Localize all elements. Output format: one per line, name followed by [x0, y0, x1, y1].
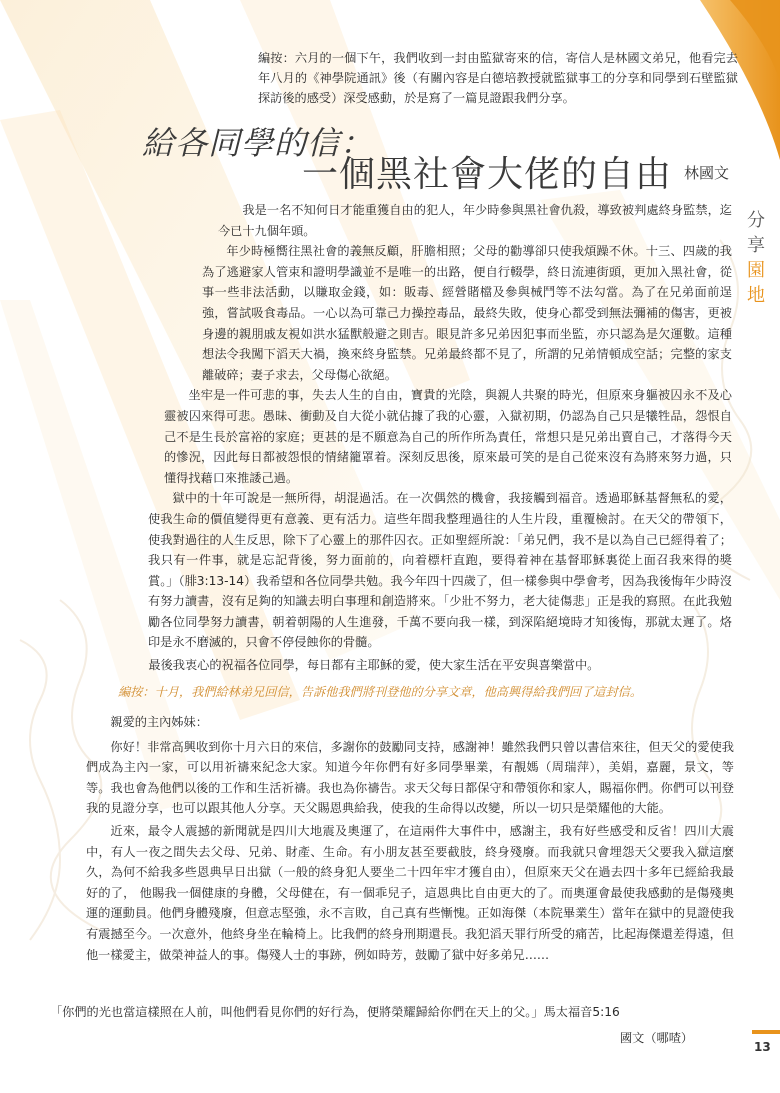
section-label-char: 地	[747, 285, 765, 306]
reply-letter	[86, 712, 734, 967]
letter-body	[148, 200, 732, 676]
letter-paragraph: 坐牢是一件可悲的事，失去人生的自由，寶貴的光陰，與親人共聚的時光，但原來身軀被囚永不及心靈被囚來得可悲。愚昧、衝動及自大從小就佔據了我的心靈，入獄初期，仍認為自己只是犧牲品，怨恨自己不是生長於富裕的家庭；更甚的是不願意為自己的所作所為責任，常想只是兄弟出賣自己，才落得今天的慘況，因此每日都被怨恨的情緒籠罩着。深刻反思後，原來最可笑的是自己從來沒有為將來努力過，只懂得找藉口來推諉己過。	[164, 388, 732, 485]
section-label-char: 享	[747, 235, 765, 256]
letter-paragraph: 最後我衷心的祝福各位同學，每日都有主耶穌的愛，使大家生活在平安與喜樂當中。	[148, 658, 600, 673]
article-title-line-2: 一個黑社會大佬的自由	[302, 154, 673, 195]
signoff: 國文（哪喳）	[620, 1031, 694, 1045]
page-number: 13	[754, 1040, 771, 1054]
reply-salutation: 親愛的主內姊妹：	[110, 715, 208, 729]
section-label-char: 園	[747, 260, 765, 281]
author-name: 林國文	[684, 164, 730, 182]
reply-paragraph: 你好！非常高興收到你十月六日的來信，多謝你的鼓勵同支持，感謝神！雖然我們只曾以書信來往，但天父的愛使我們成為主內一家，可以用祈禱來紀念大家。知道今年你們有好多同學畢業，有靚媽（周瑞萍），美娟，嘉麗，景文，等等。我也會為他們以後的工作和生活祈禱。我也為你禱告。求天父每日都保守和帶領你和家人，賜福你們。你們可以刊登我的見證分享，也可以跟其他人分享。天父賜恩典給我，使我的生命得以改變，所以一切只是榮耀他的大能。	[86, 739, 734, 816]
letter-paragraph: 年少時極嚮往黑社會的義無反顧，肝膽相照；父母的勸導卻只使我煩躁不休。十三、四歲的我為了逃避家人管束和證明學識並不是唯一的出路，便自行輟學，終日流連街頭，更加入黑社會，從事一些非法活動，以賺取金錢，如：販毒、經營賭檔及參與械鬥等不法勾當。為了在兄弟面前逞強，嘗試吸食毒品。一心以為可靠己力操控毒品，最終失敗，使身心都受到無法彌補的傷害，更被身邊的親朋戚友視如洪水猛獸般避之則吉。眼見許多兄弟因犯事而坐監，亦只認為是欠運數。這種想法令我闖下滔天大禍，換來終身監禁。兄弟最終都不見了，所謂的兄弟情頓成空話；完整的家支離破碎；妻子求去，父母傷心欲絕。	[202, 244, 732, 382]
page-number-accent-bar	[752, 1030, 780, 1034]
letter-paragraph: 獄中的十年可說是一無所得，胡混過活。在一次偶然的機會，我接觸到福音。透過耶穌基督無私的愛，使我生命的價值變得更有意義、更有活力。這些年間我整理過往的人生片段，重覆檢討。在天父的帶領下，使我對過往的人生反思，除下了心靈上的那件囚衣。正如聖經所說：「弟兄們，我不是以為自己已經得着了；我只有一件事，就是忘記背後，努力面前的，向着標杆直跑，要得着神在基督耶穌裏從上面召我來得的獎賞。」（腓3:13-14）我希望和各位同學共勉。我今年四十四歲了，但一樣參與中學會考，因為我後悔年少時沒有努力讀書，沒有足夠的知識去明白事理和創造將來。「少壯不努力，老大徒傷悲」正是我的寫照。在此我勉勵各位同學努力讀書，朝着朝陽的人生進發，千萬不要向我一樣，到深陷絕境時才知後悔，那就太遲了。烙印是永不磨滅的，只會不停侵蝕你的骨髓。	[148, 491, 732, 650]
section-label-char: 分	[747, 210, 765, 231]
reply-editor-note: 編按：十月，我們給林弟兄回信，告訴他我們將刊登他的分享文章，他高興得給我們回了這封信。	[118, 685, 643, 699]
letter-paragraph: 我是一名不知何日才能重獲自由的犯人，年少時參與黑社會仇殺，導致被判處終身監禁，迄今已十九個年頭。	[218, 203, 732, 238]
article-title-line-1: 給各同學的信：	[142, 124, 374, 162]
closing-scripture-quote: 「你們的光也當這樣照在人前，叫他們看見你們的好行為，便將榮耀歸給你們在天上的父。」馬太福音5:16	[50, 1005, 620, 1019]
section-label	[742, 208, 770, 308]
editor-note: 編按：六月的一個下午，我們收到一封由監獄寄來的信，寄信人是林國文弟兄，他看完去年八月的《神學院通訊》後（有關內容是白德培教授就監獄事工的分享和同學到石壁監獄探訪後的感受）深受感動，於是寫了一篇見證跟我們分享。	[258, 51, 738, 105]
reply-paragraph: 近來，最令人震撼的新聞就是四川大地震及奧運了，在這兩件大事件中，感謝主，我有好些感受和反省！四川大震中，有人一夜之間失去父母、兄弟、財產、生命。有小朋友甚至要截肢，終身殘廢。而我就只會埋怨天父要我入獄這麼久，為何不給我多些恩典早日出獄（一般的終身犯人要坐二十四年牢才獲自由），但原來天父在過去四十多年已經給我最好的了， 他賜我一個健康的身體，父母健在，有一個乖兒子，這恩典比自由更大的了。而奧運會最使我感動的是傷殘奧運的運動員。他們身體殘廢，但意志堅強，永不言敗，自己真有些慚愧。正如海傑（本院畢業生）當年在獄中的見證使我有震撼至今。一次意外，他終身坐在輪椅上。比我們的終身刑期還長。我犯滔天罪行所受的痛苦，比起海傑還差得遠，但他一樣愛主，做榮神益人的事。傷殘人士的事跡，例如時芳，鼓勵了獄中好多弟兄……	[86, 823, 734, 962]
